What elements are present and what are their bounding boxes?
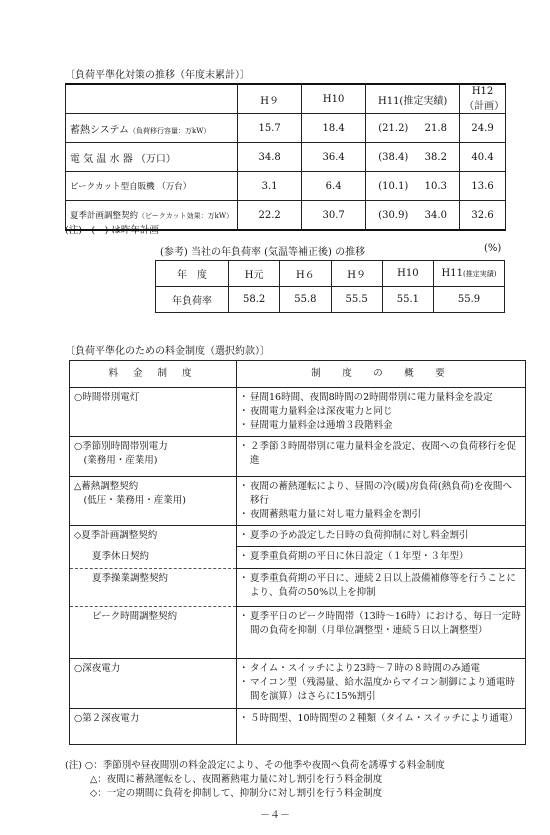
page-number: －４－ bbox=[260, 810, 290, 821]
header-cell: H６ bbox=[280, 261, 331, 287]
tariff-name: 夏季休日契約 bbox=[70, 547, 237, 569]
tariff-desc bbox=[237, 388, 526, 437]
row-label: 年負荷率 bbox=[156, 287, 229, 313]
table-row bbox=[70, 526, 526, 547]
list-item: ・ 昼間16時間、夜間8時間の2時間帯別に電力量料金を設定 bbox=[241, 391, 521, 405]
list-item: ・ 夏季の予め設定した日時の負荷抑制に対し料金割引 bbox=[241, 529, 521, 543]
table-row bbox=[70, 547, 526, 569]
table-row bbox=[66, 172, 506, 201]
tariff-desc bbox=[237, 607, 526, 659]
cell-h12: 24.9 bbox=[460, 114, 506, 143]
list-item: ・ ２季節３時間帯別に電力量料金を設定、夜間への負荷移行を促進 bbox=[241, 440, 521, 468]
table-cell: 58.2 bbox=[229, 287, 280, 313]
list-item: ・ ５時間型、10時間型の２種類（タイム・スイッチにより通電） bbox=[241, 712, 521, 726]
table-row bbox=[70, 659, 526, 709]
tariff-name: ○時間帯別電灯 bbox=[70, 388, 237, 437]
list-item: ・ 昼間電力量料金は逓増３段階料金 bbox=[241, 419, 521, 433]
table-header-row bbox=[66, 84, 506, 114]
note-triangle: △：夜間に蓄熱運転をし、夜間蓄熱電力量に対し割引を行う料金制度 bbox=[90, 774, 383, 785]
table-cell: 55.1 bbox=[382, 287, 433, 313]
list-item: ・ 夏季重負荷期の平日に、連続２日以上設備補修等を行うことにより、負荷の50%以上を抑制 bbox=[241, 572, 521, 600]
header-cell bbox=[66, 84, 238, 114]
table-row bbox=[70, 569, 526, 607]
header-cell: H10 bbox=[382, 261, 433, 287]
list-item: ・ 夏季平日のピーク時間帯（13時～16時）における、毎日一定時間の負荷を抑制（月単位調整型・連続５日以上調整型） bbox=[241, 610, 521, 638]
header-cell: H９ bbox=[238, 84, 302, 114]
tariff-desc bbox=[237, 709, 526, 745]
tariff-name: △蓄熱調整契約 (低圧・業務用・産業用) bbox=[70, 477, 237, 526]
section1-title: 〔負荷平準化対策の推移（年度末累計）〕 bbox=[65, 70, 250, 81]
header-cell: H11(推定実績) bbox=[366, 84, 460, 114]
tariff-name: ○季節別時間帯別電力 (業務用・産業用) bbox=[70, 437, 237, 477]
list-item: ・ 夏季重負荷期の平日に休日設定（１年型・３年型） bbox=[241, 550, 521, 564]
table-cell: 55.8 bbox=[280, 287, 331, 313]
cell-h9: 34.8 bbox=[238, 143, 302, 172]
table-header-row bbox=[70, 361, 526, 388]
cell-h10: 30.7 bbox=[302, 201, 366, 231]
list-item: ・ 夜間蓄熱電力量に対し電力量料金を割引 bbox=[241, 508, 521, 522]
table-row bbox=[66, 114, 506, 143]
list-item: ・ 夜間の蓄熱運転により、昼間の冷(暖)房負荷(熱負荷)を夜間へ移行 bbox=[241, 480, 521, 508]
header-cell: H元 bbox=[229, 261, 280, 287]
cell-h9: 15.7 bbox=[238, 114, 302, 143]
table-row bbox=[66, 143, 506, 172]
tariff-name: ○第２深夜電力 bbox=[70, 709, 237, 745]
header-cell: H11(推定実績) bbox=[434, 261, 505, 287]
load-factor-table bbox=[155, 260, 505, 313]
tariff-name: ○深夜電力 bbox=[70, 659, 237, 709]
table-cell: 55.9 bbox=[434, 287, 505, 313]
cell-h10: 18.4 bbox=[302, 114, 366, 143]
cell-h11: (38.4) 38.2 bbox=[366, 143, 460, 172]
row-label: 電 気 温 水 器 （万口） bbox=[66, 143, 238, 172]
tariff-name: ◇夏季計画調整契約 bbox=[70, 526, 237, 547]
tariff-name: ピーク時間調整契約 bbox=[70, 607, 237, 659]
header-cell: 年 度 bbox=[156, 261, 229, 287]
tariff-desc bbox=[237, 526, 526, 547]
tariff-desc bbox=[237, 437, 526, 477]
tariff-desc bbox=[237, 569, 526, 607]
cell-h11: (10.1) 10.3 bbox=[366, 172, 460, 201]
table-row bbox=[70, 437, 526, 477]
cell-h11: (21.2) 21.8 bbox=[366, 114, 460, 143]
cell-h11: (30.9) 34.0 bbox=[366, 201, 460, 231]
cell-h10: 36.4 bbox=[302, 143, 366, 172]
table-cell: 55.5 bbox=[331, 287, 382, 313]
section3-title: 〔負荷平準化のための料金制度（選択約款）〕 bbox=[65, 346, 270, 357]
row-label: 蓄熱システム（負荷移行容量：万kW） bbox=[66, 114, 238, 143]
cell-h12: 13.6 bbox=[460, 172, 506, 201]
list-item: ・ マイコン型（残湯量、給水温度からマイコン制御により通電時間を演算）はさらに15%割引 bbox=[241, 676, 521, 704]
header-cell: H９ bbox=[331, 261, 382, 287]
tariff-desc bbox=[237, 547, 526, 569]
tariff-name: 夏季操業調整契約 bbox=[70, 569, 237, 607]
header-cell: 料 金 制 度 bbox=[70, 361, 237, 388]
row-label: ピークカット型自販機 （万台） bbox=[66, 172, 238, 201]
header-cell: 制 度 の 概 要 bbox=[237, 361, 526, 388]
cell-h10: 6.4 bbox=[302, 172, 366, 201]
cell-h9: 22.2 bbox=[238, 201, 302, 231]
cell-h9: 3.1 bbox=[238, 172, 302, 201]
cell-h12: 32.6 bbox=[460, 201, 506, 231]
table-row bbox=[70, 709, 526, 745]
table-row bbox=[70, 607, 526, 659]
table-header-row bbox=[156, 261, 505, 287]
tariff-desc bbox=[237, 477, 526, 526]
note-diamond: ◇：一定の期間に負荷を抑制して、抑制分に対し割引を行う料金制度 bbox=[90, 788, 383, 799]
cell-h12: 40.4 bbox=[460, 143, 506, 172]
section2-title: (参考) 当社の年負荷率 (気温等補正後) の推移 bbox=[160, 247, 366, 258]
table-row bbox=[70, 477, 526, 526]
load-leveling-table bbox=[65, 83, 506, 231]
table-row bbox=[70, 388, 526, 437]
row-label: 夏季計画調整契約（ピークカット効果：万kW） bbox=[66, 201, 238, 231]
list-item: ・ 夜間電力量料金は深夜電力と同じ bbox=[241, 405, 521, 419]
header-cell: H12（計画） bbox=[460, 84, 506, 114]
tariff-table bbox=[69, 360, 526, 745]
tariff-desc bbox=[237, 659, 526, 709]
table-row bbox=[156, 287, 505, 313]
header-cell: H10 bbox=[302, 84, 366, 114]
note-circle: (注) ○：季節別や昼夜間別の料金設定により、その他季や夜間へ負荷を誘導する料金制度 bbox=[65, 760, 445, 771]
list-item: ・ タイム・スイッチにより23時～７時の８時間のみ通電 bbox=[241, 662, 521, 676]
section2-unit: (%) bbox=[484, 243, 502, 254]
section1-note: (注) ( ) は昨年計画 bbox=[65, 225, 159, 236]
